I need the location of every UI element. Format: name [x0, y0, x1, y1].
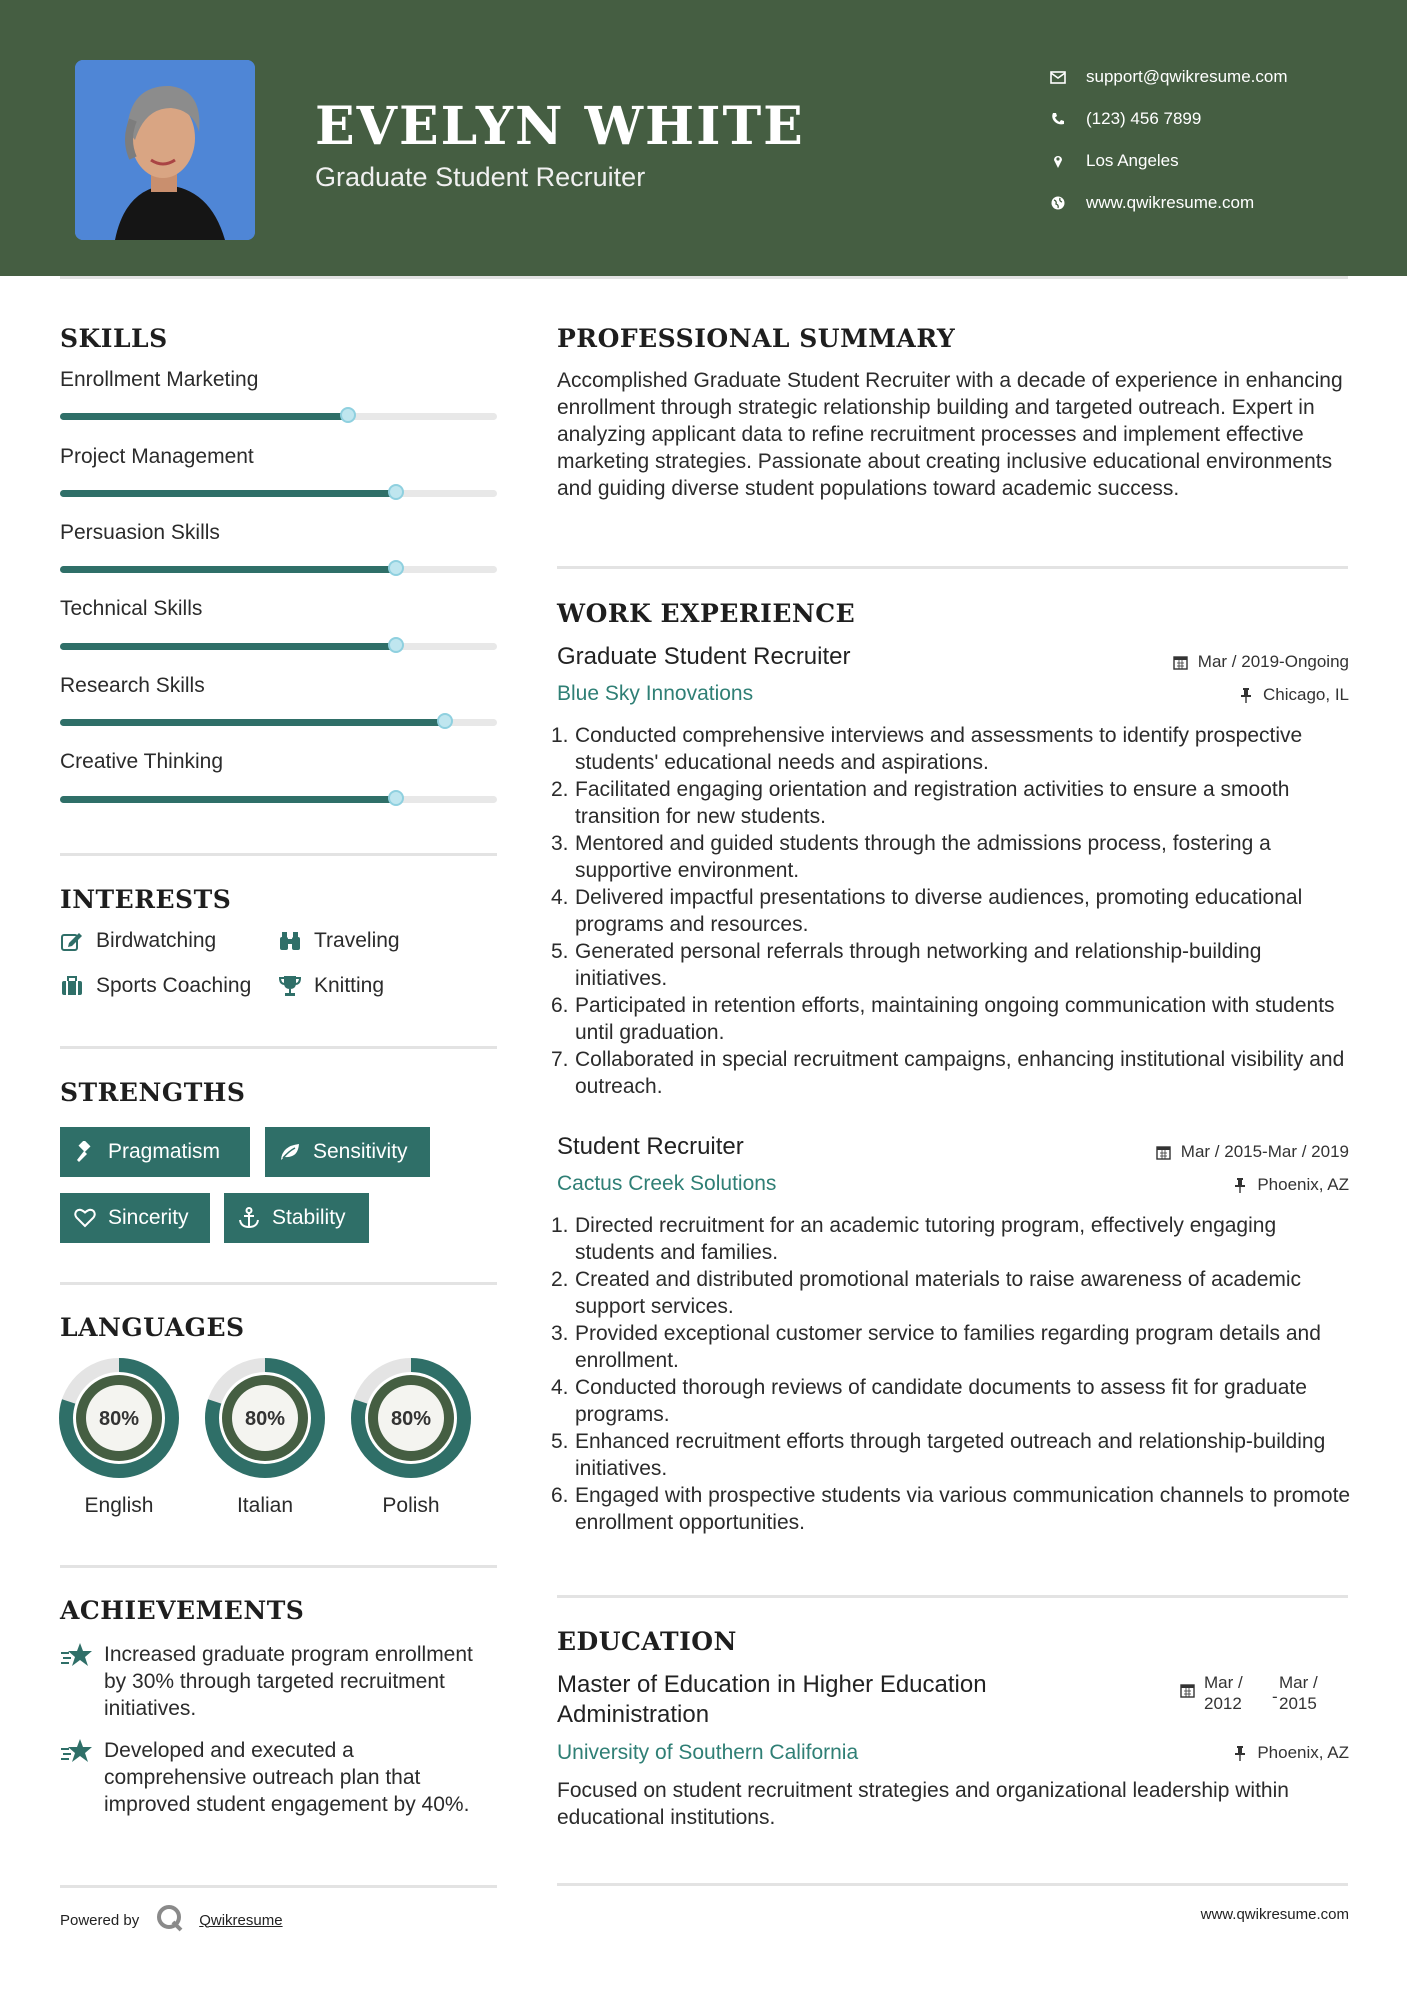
language-name: Polish	[382, 1494, 440, 1517]
summary-heading: PROFESSIONAL SUMMARY	[557, 324, 956, 353]
profile-photo	[75, 60, 255, 240]
language-item	[205, 1358, 325, 1517]
language-name: English	[84, 1494, 154, 1517]
language-name: Italian	[236, 1494, 294, 1517]
job-location-text: Chicago, IL	[1263, 685, 1349, 704]
leaf-icon	[279, 1141, 301, 1163]
skill-bar-knob	[437, 713, 453, 729]
experience-heading: WORK EXPERIENCE	[557, 599, 856, 628]
section-divider	[60, 1046, 497, 1049]
job-bullet: 4. Delivered impactful presentations to diverse audiences, promoting educational programs and resources.	[551, 886, 1303, 936]
language-percent-label: 80%	[390, 1408, 432, 1430]
language-donut	[205, 1358, 325, 1478]
resume-header	[0, 0, 1407, 276]
job-bullets	[551, 1212, 1357, 1536]
job-bullets	[551, 722, 1357, 1100]
strength-label: Sensitivity	[313, 1140, 408, 1163]
education-end-year: 2015	[1279, 1694, 1317, 1713]
strength-label: Sincerity	[108, 1206, 189, 1229]
education-location	[1232, 1743, 1349, 1763]
skill-bar	[60, 566, 497, 573]
job-title: Student Recruiter	[557, 1133, 744, 1160]
shooting-star-icon	[60, 1641, 94, 1671]
education-end-month: Mar /	[1279, 1673, 1318, 1692]
job-location-text: Phoenix, AZ	[1257, 1175, 1349, 1194]
section-divider	[60, 1885, 497, 1888]
education-start-month: Mar /	[1204, 1673, 1243, 1692]
contact-list	[1050, 56, 1288, 224]
qwikresume-link[interactable]: Qwikresume	[199, 1911, 283, 1929]
job-bullet: 7. Collaborated in special recruitment campaigns, enhancing institutional visibility and outreach.	[551, 1048, 1345, 1098]
skills-heading: SKILLS	[60, 324, 168, 353]
company-name: Blue Sky Innovations	[557, 682, 754, 705]
skill-bar-fill	[60, 719, 445, 726]
section-divider	[557, 566, 1348, 569]
language-item	[59, 1358, 179, 1517]
language-percent-label: 80%	[98, 1408, 140, 1430]
job-bullet: 2. Facilitated engaging orientation and registration activities to ensure a smooth transition for new students.	[551, 778, 1290, 828]
language-donut	[59, 1358, 179, 1478]
skill-bar	[60, 490, 497, 497]
contact-phone-text: (123) 456 7899	[1086, 109, 1202, 128]
anchor-icon	[238, 1207, 260, 1229]
skill-label: Research Skills	[60, 674, 205, 697]
qwikresume-logo-icon	[155, 1903, 185, 1937]
achievement-text: Developed and executed a comprehensive outreach plan that improved student engagement by 40%.	[104, 1739, 470, 1816]
language-donut	[351, 1358, 471, 1478]
achievement-item	[60, 1737, 500, 1818]
skill-bar-fill	[60, 490, 396, 497]
footer-website[interactable]: www.qwikresume.com	[1200, 1906, 1349, 1923]
skill-bar	[60, 643, 497, 650]
calendar-icon	[1180, 1683, 1195, 1703]
interest-label: Traveling	[314, 929, 400, 952]
skill-bar-knob	[340, 407, 356, 423]
job-dates-text: Mar / 2015-Mar / 2019	[1180, 1142, 1349, 1161]
interest-label: Sports Coaching	[96, 974, 252, 997]
shooting-star-icon	[60, 1737, 94, 1767]
job-bullet: 4. Conducted thorough reviews of candidate documents to assess fit for graduate programs.	[551, 1376, 1307, 1426]
degree-line-2: Administration	[557, 1701, 710, 1728]
trophy-icon	[278, 974, 302, 998]
strength-label: Stability	[272, 1206, 346, 1229]
skill-bar	[60, 719, 497, 726]
education-dates	[1180, 1673, 1350, 1717]
section-divider	[557, 1595, 1348, 1598]
job-dates	[1173, 652, 1349, 672]
briefcase-icon	[60, 974, 84, 998]
summary-text: Accomplished Graduate Student Recruiter with a decade of experience in enhancing enrollment through strategic relationship building and targeted outreach. Expert in analyzing applicant data to refine recruitment processes and implement effective marketing strategies. Passionate about creating inclusive educational environments and guiding diverse student populations toward academic success.	[557, 369, 1343, 500]
achievement-item	[60, 1641, 500, 1722]
binoculars-icon	[278, 929, 302, 953]
interest-item	[278, 974, 384, 998]
skill-bar-knob	[388, 560, 404, 576]
job-location	[1238, 685, 1349, 705]
map-pin-icon	[1050, 153, 1066, 169]
interest-item	[278, 929, 400, 953]
education-date-dash: -	[1272, 1687, 1278, 1706]
strength-badge	[224, 1193, 369, 1243]
calendar-icon	[1173, 654, 1189, 670]
language-item	[351, 1358, 471, 1517]
contact-email[interactable]	[1050, 56, 1288, 98]
achievement-text: Increased graduate program enrollment by 30% through targeted recruitment initiatives.	[104, 1643, 473, 1720]
pencil-square-icon	[60, 929, 84, 953]
job-bullet: 5. Generated personal referrals through networking and relationship-building initiatives.	[551, 940, 1262, 990]
pushpin-icon	[1232, 1177, 1248, 1193]
job-bullet: 6. Participated in retention efforts, maintaining ongoing communication with students until graduation.	[551, 994, 1335, 1044]
skill-bar-fill	[60, 796, 396, 803]
contact-email-text: support@qwikresume.com	[1086, 67, 1288, 86]
skill-bar-knob	[388, 484, 404, 500]
section-divider	[60, 1282, 497, 1285]
education-location-text: Phoenix, AZ	[1257, 1743, 1349, 1762]
school-name: University of Southern California	[557, 1741, 859, 1764]
skill-label: Project Management	[60, 445, 254, 468]
strength-label: Pragmatism	[108, 1140, 221, 1163]
candidate-name: EVELYN WHITE	[315, 96, 805, 157]
contact-website-text: www.qwikresume.com	[1086, 193, 1255, 212]
skill-bar	[60, 413, 497, 420]
calendar-icon	[1156, 1144, 1172, 1160]
skill-bar-knob	[388, 637, 404, 653]
envelope-icon	[1050, 69, 1066, 85]
degree-line-1: Master of Education in Higher Education	[557, 1671, 987, 1698]
strengths-heading: STRENGTHS	[60, 1078, 246, 1107]
education-description: Focused on student recruitment strategies and organizational leadership within educational institutions.	[557, 1779, 1289, 1829]
skill-label: Persuasion Skills	[60, 521, 220, 544]
interest-item	[60, 974, 251, 998]
globe-icon	[1050, 195, 1066, 211]
skill-bar-fill	[60, 566, 396, 573]
job-title: Graduate Student Recruiter	[557, 643, 851, 670]
strength-badge	[265, 1127, 430, 1177]
pushpin-icon	[1238, 687, 1254, 703]
job-dates-text: Mar / 2019-Ongoing	[1197, 652, 1349, 671]
job-bullet: 1. Conducted comprehensive interviews and assessments to identify prospective students' educational needs and aspirations.	[551, 724, 1303, 774]
achievements-heading: ACHIEVEMENTS	[60, 1596, 305, 1625]
language-percent-label: 80%	[244, 1408, 286, 1430]
powered-by-label: Powered by	[60, 1911, 140, 1929]
skill-label: Technical Skills	[60, 597, 203, 620]
education-start-year: 2012	[1204, 1694, 1242, 1713]
job-bullet: 2. Created and distributed promotional materials to raise awareness of academic support services.	[551, 1268, 1302, 1318]
skill-label: Enrollment Marketing	[60, 368, 259, 391]
footer-powered-by	[60, 1903, 283, 1937]
section-divider	[60, 853, 497, 856]
job-bullet: 3. Provided exceptional customer service to families regarding program details and enrollment.	[551, 1322, 1321, 1372]
job-bullet: 1. Directed recruitment for an academic tutoring program, effectively engaging students and families.	[551, 1214, 1277, 1264]
contact-location-text: Los Angeles	[1086, 151, 1179, 170]
skill-bar-knob	[388, 790, 404, 806]
strength-badge	[60, 1193, 210, 1243]
contact-phone[interactable]	[1050, 98, 1288, 140]
company-name: Cactus Creek Solutions	[557, 1172, 777, 1195]
header-divider	[60, 276, 1348, 279]
skill-label: Creative Thinking	[60, 750, 224, 773]
phone-icon	[1050, 111, 1066, 127]
job-bullet: 3. Mentored and guided students through the admissions process, fostering a supportive environment.	[551, 832, 1271, 882]
skill-bar	[60, 796, 497, 803]
job-bullet: 5. Enhanced recruitment efforts through targeted outreach and relationship-building initiatives.	[551, 1430, 1326, 1480]
heart-icon	[74, 1207, 96, 1229]
interest-label: Birdwatching	[96, 929, 217, 952]
interest-item	[60, 929, 216, 953]
job-bullet: 6. Engaged with prospective students via various communication channels to promote enrollment opportunities.	[551, 1484, 1351, 1534]
interests-heading: INTERESTS	[60, 885, 232, 914]
interest-label: Knitting	[314, 974, 385, 997]
section-divider	[60, 1565, 497, 1568]
candidate-role: Graduate Student Recruiter	[315, 162, 646, 192]
skill-bar-fill	[60, 413, 348, 420]
pushpin-icon	[1232, 1745, 1248, 1761]
skill-bar-fill	[60, 643, 396, 650]
education-heading: EDUCATION	[557, 1627, 737, 1656]
job-dates	[1156, 1142, 1349, 1162]
section-divider	[557, 1883, 1348, 1886]
contact-location	[1050, 140, 1288, 182]
languages-heading: LANGUAGES	[60, 1313, 245, 1342]
job-location	[1232, 1175, 1349, 1195]
strength-badge	[60, 1127, 250, 1177]
contact-website[interactable]	[1050, 182, 1288, 224]
gavel-icon	[74, 1141, 96, 1163]
